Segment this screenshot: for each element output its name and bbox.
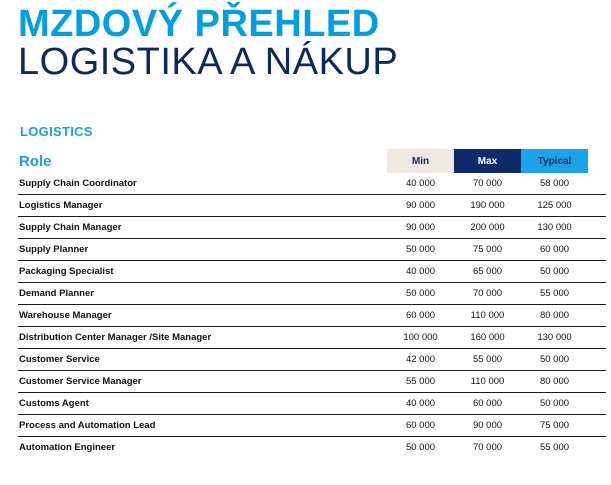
max-cell: 75 000 (472, 244, 503, 255)
table-row (18, 371, 606, 393)
salary-table (18, 149, 606, 458)
min-cell: 55 000 (405, 376, 436, 387)
min-cell: 60 000 (405, 420, 436, 431)
table-body (18, 173, 606, 458)
table-row (18, 239, 606, 261)
max-cell: 65 000 (472, 266, 503, 277)
max-cell: 70 000 (472, 442, 503, 453)
section-label: LOGISTICS (20, 124, 93, 139)
role-cell: Demand Planner (19, 288, 94, 299)
typical-cell: 130 000 (537, 332, 572, 343)
role-cell: Packaging Specialist (19, 266, 114, 277)
role-cell: Automation Engineer (19, 442, 116, 453)
role-cell: Logistics Manager (19, 200, 103, 211)
max-cell: 60 000 (472, 398, 503, 409)
max-cell: 110 000 (470, 376, 505, 387)
min-cell: 50 000 (405, 288, 436, 299)
table-row (18, 305, 606, 327)
max-cell: 55 000 (472, 354, 503, 365)
column-header-max: Max (454, 149, 521, 173)
min-cell: 60 000 (405, 310, 436, 321)
table-row (18, 261, 606, 283)
table-row (18, 437, 606, 458)
max-cell: 160 000 (470, 332, 505, 343)
role-cell: Customer Service (19, 354, 100, 365)
table-row (18, 217, 606, 239)
min-cell: 100 000 (403, 332, 438, 343)
table-row (18, 393, 606, 415)
max-cell: 190 000 (470, 200, 505, 211)
page-subtitle: LOGISTIKA A NÁKUP (18, 41, 399, 83)
role-cell: Supply Chain Coordinator (19, 178, 137, 189)
max-cell: 200 000 (470, 222, 505, 233)
min-cell: 40 000 (405, 266, 436, 277)
typical-cell: 50 000 (539, 354, 570, 365)
table-row (18, 415, 606, 437)
min-cell: 40 000 (405, 178, 436, 189)
typical-cell: 130 000 (537, 222, 572, 233)
typical-cell: 58 000 (539, 178, 570, 189)
typical-cell: 50 000 (539, 398, 570, 409)
max-cell: 70 000 (472, 288, 503, 299)
min-cell: 50 000 (405, 442, 436, 453)
min-cell: 40 000 (405, 398, 436, 409)
table-row (18, 195, 606, 217)
min-cell: 42 000 (405, 354, 436, 365)
column-header-role: Role (19, 152, 52, 170)
typical-cell: 50 000 (539, 266, 570, 277)
typical-cell: 125 000 (537, 200, 572, 211)
role-cell: Process and Automation Lead (19, 420, 156, 431)
typical-cell: 55 000 (539, 442, 570, 453)
max-cell: 110 000 (470, 310, 505, 321)
page-title: MZDOVÝ PŘEHLED (18, 3, 380, 45)
typical-cell: 60 000 (539, 244, 570, 255)
table-row (18, 173, 606, 195)
min-cell: 90 000 (405, 200, 436, 211)
column-header-min: Min (387, 149, 454, 173)
column-header-typical: Typical (521, 149, 588, 173)
table-row (18, 283, 606, 305)
role-cell: Customer Service Manager (19, 376, 142, 387)
role-cell: Supply Chain Manager (19, 222, 122, 233)
typical-cell: 55 000 (539, 288, 570, 299)
role-cell: Supply Planner (19, 244, 89, 255)
typical-cell: 75 000 (539, 420, 570, 431)
table-header (18, 149, 606, 173)
min-cell: 50 000 (405, 244, 436, 255)
typical-cell: 80 000 (539, 310, 570, 321)
role-cell: Customs Agent (19, 398, 89, 409)
max-cell: 90 000 (472, 420, 503, 431)
min-cell: 90 000 (405, 222, 436, 233)
table-row (18, 327, 606, 349)
max-cell: 70 000 (472, 178, 503, 189)
role-cell: Distribution Center Manager /Site Manager (19, 332, 212, 343)
role-cell: Warehouse Manager (19, 310, 112, 321)
typical-cell: 80 000 (539, 376, 570, 387)
table-row (18, 349, 606, 371)
